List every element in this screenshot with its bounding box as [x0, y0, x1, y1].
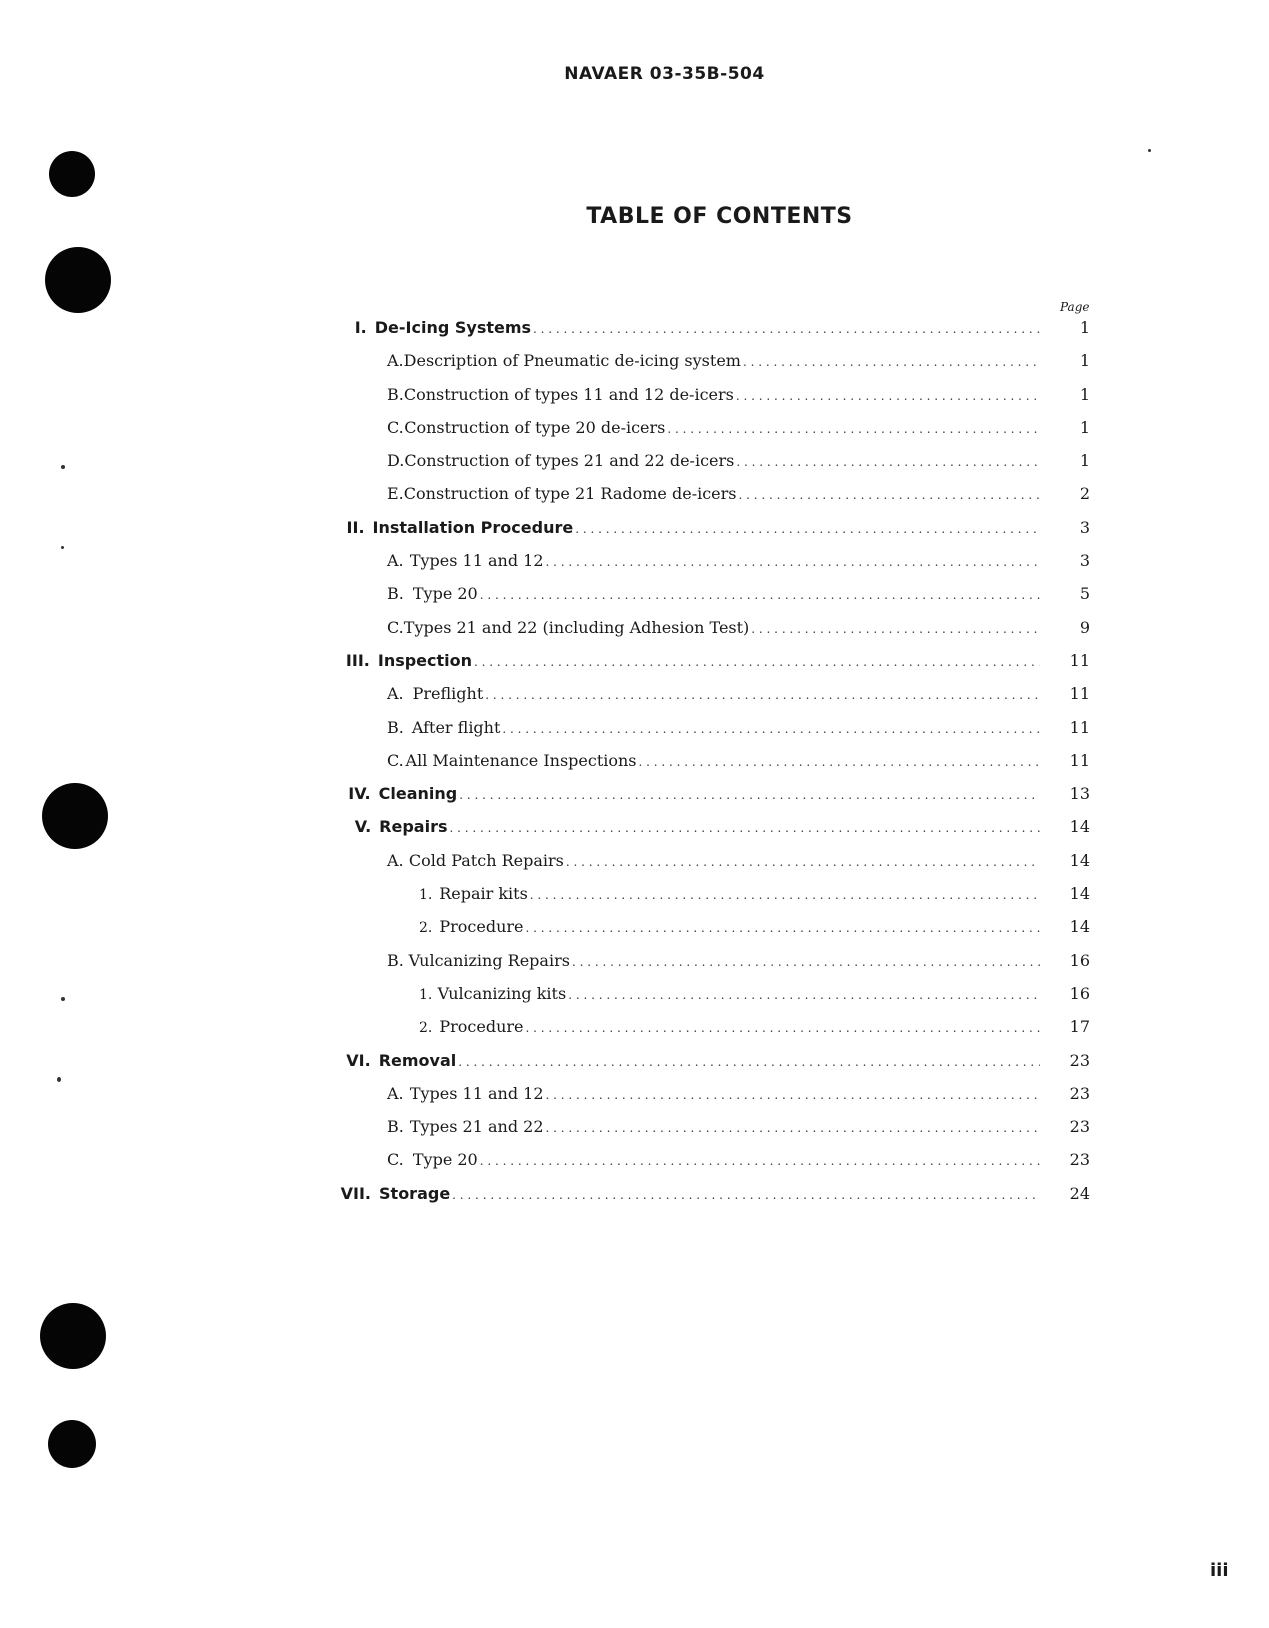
toc-entry	[340, 851, 1090, 884]
dot-leader	[546, 1121, 1040, 1135]
punch-hole	[49, 151, 95, 197]
toc-entry-page: 3	[1079, 517, 1090, 537]
toc-entry-page: 23	[1069, 1117, 1090, 1137]
toc-entry	[340, 551, 1090, 584]
page-column-label: Page	[1060, 300, 1090, 314]
scan-speck	[61, 546, 64, 549]
toc-entry-number: B.	[387, 717, 404, 737]
punch-hole	[48, 1420, 96, 1468]
toc-entry	[340, 651, 1090, 684]
toc-entry-title: Procedure	[439, 917, 524, 937]
toc-entry-title: All Maintenance Inspections	[405, 750, 637, 770]
toc-entry-title: Cleaning	[378, 784, 458, 804]
toc-entry	[340, 1051, 1090, 1084]
dot-leader	[751, 622, 1040, 636]
toc-entry-number: A.	[387, 551, 404, 571]
toc-entry	[340, 1184, 1090, 1217]
page-title: TABLE OF CONTENTS	[586, 204, 853, 229]
dot-leader	[458, 1055, 1040, 1069]
scan-speck	[1148, 149, 1151, 152]
toc-entry-title: Construction of types 21 and 22 de-icers	[404, 451, 735, 471]
toc-entry-title: Cold Patch Repairs	[408, 850, 564, 870]
dot-leader	[449, 821, 1040, 835]
toc-entry-page: 1	[1079, 384, 1090, 404]
toc-entry-page: 16	[1069, 950, 1090, 970]
document-number: NAVAER 03-35B-504	[564, 64, 765, 84]
dot-leader	[736, 455, 1040, 469]
toc-entry	[340, 1117, 1090, 1150]
toc-entry-title: Preflight	[412, 684, 484, 704]
toc-entry-page: 23	[1069, 1083, 1090, 1103]
toc-entry	[340, 484, 1090, 517]
toc-entry	[340, 684, 1090, 717]
dot-leader	[568, 988, 1040, 1002]
toc-entry	[340, 917, 1090, 950]
dot-leader	[566, 855, 1040, 869]
toc-entry-page: 11	[1069, 750, 1090, 770]
toc-entry-title: Repairs	[379, 817, 448, 837]
toc-entry-page: 11	[1069, 717, 1090, 737]
dot-leader	[502, 722, 1040, 736]
toc-entry-page: 14	[1069, 884, 1090, 904]
toc-entry-number: 2.	[419, 1020, 433, 1037]
toc-entry-title: Types 11 and 12	[409, 1083, 544, 1103]
dot-leader	[526, 921, 1041, 935]
toc-entry-number: D.	[387, 451, 405, 471]
dot-leader	[480, 1154, 1040, 1168]
dot-leader	[546, 1088, 1040, 1102]
toc-entry-page: 1	[1079, 451, 1090, 471]
toc-entry-number: A.	[387, 1083, 404, 1103]
toc-entry-number: 1.	[419, 986, 433, 1003]
toc-entry	[340, 418, 1090, 451]
toc-entry	[340, 1150, 1090, 1183]
toc-entry-title: Construction of type 21 Radome de-icers	[403, 484, 737, 504]
toc-entry	[340, 451, 1090, 484]
toc-entry	[340, 351, 1090, 384]
dot-leader	[480, 588, 1040, 602]
toc-entry-title: Type 20	[412, 584, 478, 604]
toc-entry-page: 23	[1069, 1050, 1090, 1070]
table-of-contents	[340, 318, 1090, 1217]
dot-leader	[572, 955, 1040, 969]
toc-entry-page: 1	[1079, 318, 1090, 337]
toc-entry-title: Construction of types 11 and 12 de-icers	[403, 384, 734, 404]
toc-entry-number: E.	[387, 484, 404, 504]
toc-entry-number: C.	[387, 750, 404, 770]
toc-entry-title: Inspection	[377, 650, 473, 670]
toc-entry-number: 2.	[419, 920, 433, 937]
toc-entry-page: 14	[1069, 817, 1090, 837]
toc-entry-page: 13	[1069, 784, 1090, 804]
toc-entry-number: VI.	[346, 1050, 371, 1070]
scan-speck	[57, 1077, 61, 1082]
toc-entry	[340, 718, 1090, 751]
toc-entry	[340, 618, 1090, 651]
dot-leader	[452, 1188, 1040, 1202]
toc-entry-title: Storage	[379, 1183, 451, 1203]
dot-leader	[743, 355, 1040, 369]
toc-entry-number: III.	[345, 650, 370, 670]
toc-entry-page: 11	[1069, 684, 1090, 704]
punch-hole	[40, 1303, 106, 1369]
toc-entry	[340, 751, 1090, 784]
toc-entry-title: Installation Procedure	[372, 517, 574, 537]
toc-entry-page: 5	[1079, 584, 1090, 604]
toc-entry	[340, 884, 1090, 917]
toc-entry-page: 11	[1069, 650, 1090, 670]
toc-entry	[340, 385, 1090, 418]
toc-entry	[340, 1017, 1090, 1050]
toc-entry-title: After flight	[411, 717, 501, 737]
toc-entry-title: Types 21 and 22	[409, 1117, 544, 1137]
toc-entry	[340, 584, 1090, 617]
toc-entry-number: II.	[346, 517, 365, 537]
toc-entry	[340, 318, 1090, 351]
toc-entry-title: Type 20	[412, 1150, 478, 1170]
dot-leader	[530, 888, 1040, 902]
toc-entry-page: 17	[1069, 1017, 1090, 1037]
scan-speck	[61, 997, 65, 1001]
toc-entry-page: 14	[1069, 850, 1090, 870]
toc-entry-number: A.	[387, 850, 404, 870]
toc-entry-number: C.	[387, 417, 404, 437]
toc-entry-number: IV.	[348, 784, 371, 804]
toc-entry-number: C.	[387, 1150, 404, 1170]
toc-entry-title: Procedure	[439, 1017, 524, 1037]
toc-entry-title: De-Icing Systems	[374, 318, 532, 337]
dot-leader	[474, 655, 1040, 669]
toc-entry	[340, 518, 1090, 551]
toc-entry-title: Removal	[378, 1050, 457, 1070]
toc-entry-number: A.	[387, 684, 404, 704]
toc-entry-page: 2	[1079, 484, 1090, 504]
toc-entry-title: Vulcanizing kits	[437, 983, 567, 1003]
toc-entry-number: B.	[387, 950, 404, 970]
dot-leader	[459, 788, 1040, 802]
toc-entry-number: VII.	[340, 1183, 372, 1203]
toc-entry-page: 1	[1079, 351, 1090, 371]
toc-entry-page: 23	[1069, 1150, 1090, 1170]
dot-leader	[533, 322, 1040, 336]
toc-entry-page: 16	[1069, 983, 1090, 1003]
toc-entry-page: 3	[1079, 551, 1090, 571]
toc-entry-page: 9	[1079, 617, 1090, 637]
dot-leader	[575, 522, 1040, 536]
toc-entry-title: Vulcanizing Repairs	[408, 950, 570, 970]
toc-entry-title: Description of Pneumatic de-icing system	[403, 351, 741, 371]
toc-entry-number: B.	[387, 1117, 404, 1137]
toc-entry-title: Construction of type 20 de-icers	[404, 417, 666, 437]
toc-entry-number: V.	[354, 817, 372, 837]
toc-entry-page: 24	[1069, 1183, 1090, 1203]
scan-speck	[61, 465, 65, 469]
dot-leader	[639, 755, 1040, 769]
toc-entry-title: Types 11 and 12	[409, 551, 544, 571]
toc-entry-title: Repair kits	[439, 884, 528, 904]
toc-entry	[340, 951, 1090, 984]
dot-leader	[485, 688, 1040, 702]
punch-hole	[45, 247, 111, 313]
dot-leader	[736, 389, 1040, 403]
page-number: iii	[1210, 1560, 1229, 1581]
dot-leader	[546, 555, 1040, 569]
toc-entry-number: C.	[387, 617, 404, 637]
dot-leader	[667, 422, 1040, 436]
dot-leader	[526, 1021, 1041, 1035]
toc-entry-number: I.	[354, 318, 367, 337]
toc-entry	[340, 784, 1090, 817]
toc-entry	[340, 1084, 1090, 1117]
toc-entry-number: 1.	[419, 887, 433, 904]
toc-entry	[340, 817, 1090, 850]
punch-hole	[42, 783, 108, 849]
toc-entry	[340, 984, 1090, 1017]
toc-entry-number: A.	[387, 351, 404, 371]
toc-entry-page: 14	[1069, 917, 1090, 937]
dot-leader	[739, 488, 1041, 502]
toc-entry-number: B.	[387, 384, 404, 404]
toc-entry-number: B.	[387, 584, 404, 604]
toc-entry-page: 1	[1079, 417, 1090, 437]
toc-entry-title: Types 21 and 22 (including Adhesion Test)	[403, 617, 750, 637]
